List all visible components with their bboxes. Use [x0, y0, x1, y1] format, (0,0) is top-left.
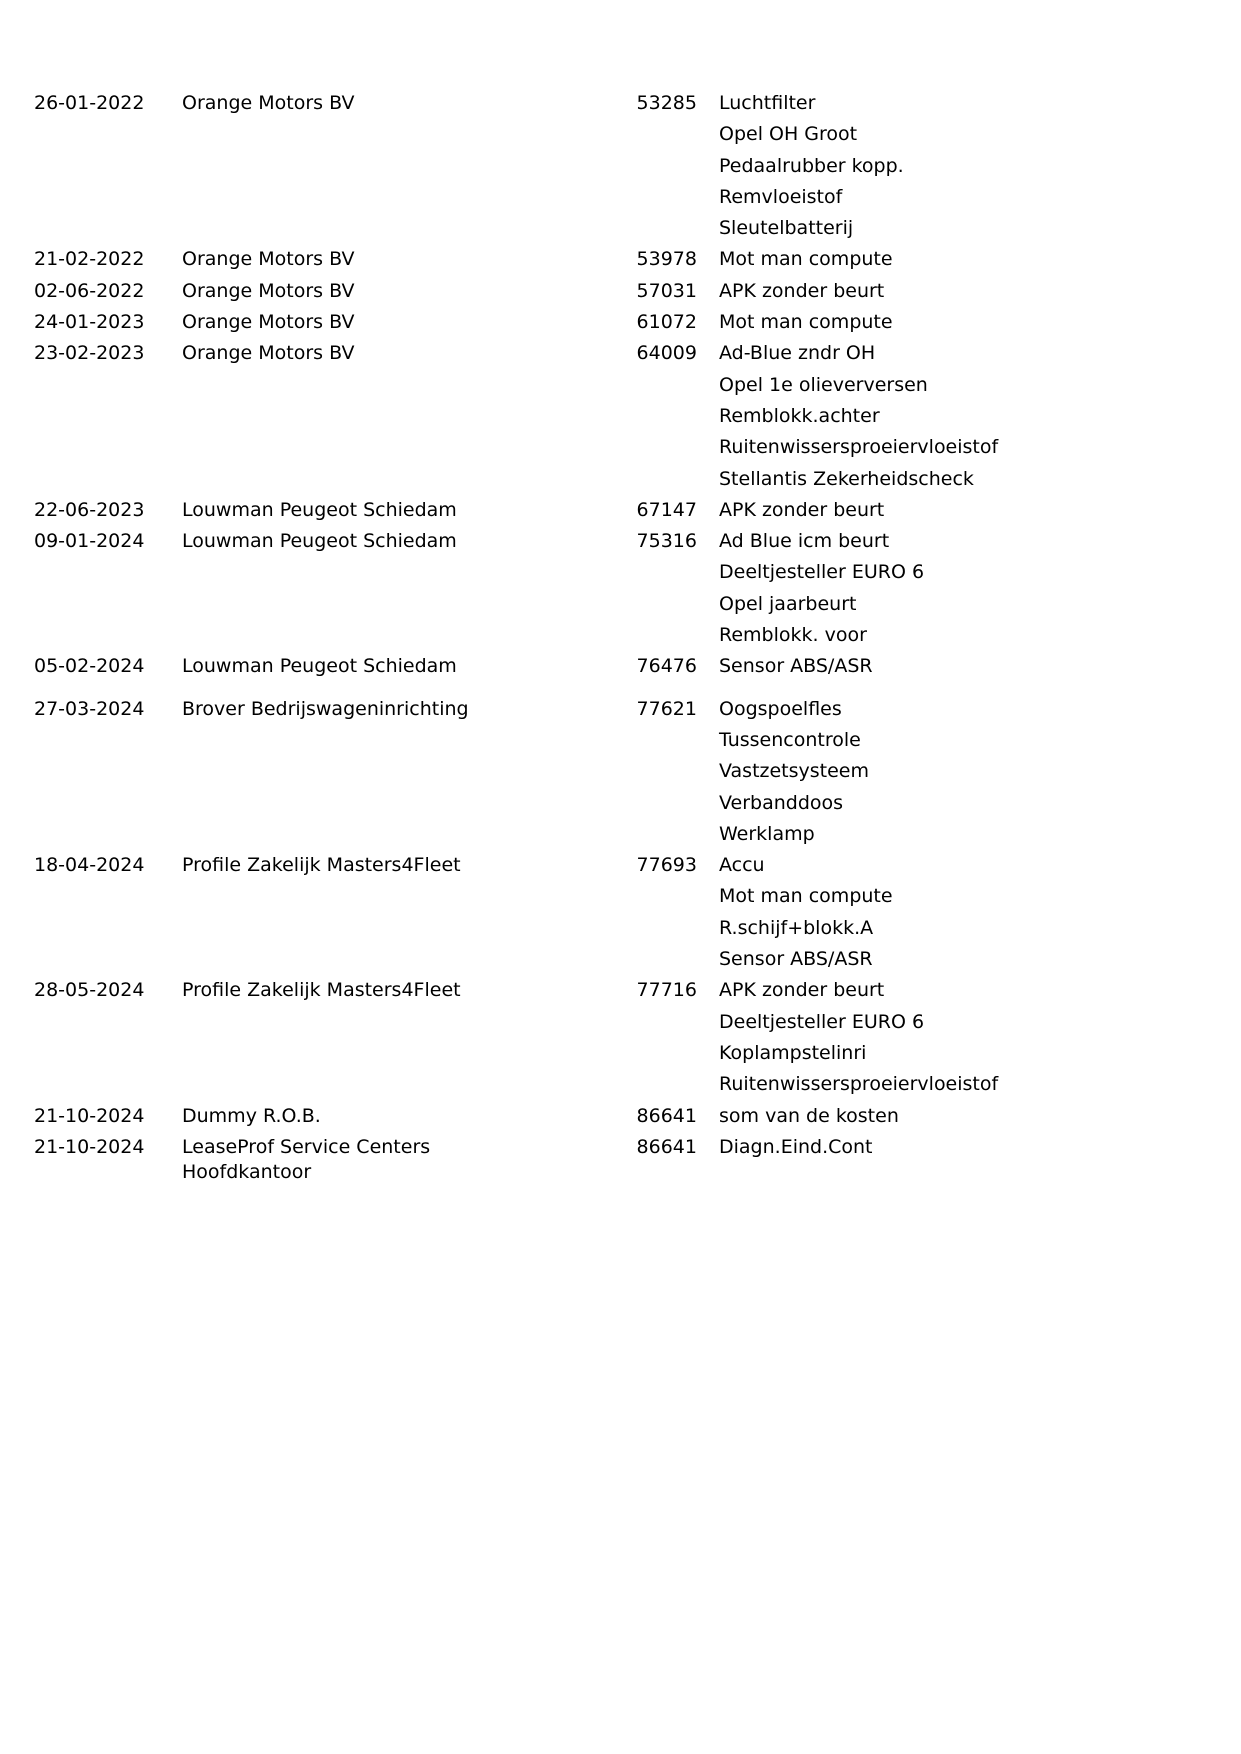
record-odometer: 76476: [636, 655, 697, 678]
record-description-line: Sensor ABS/ASR: [719, 655, 873, 678]
record-odometer: 64009: [636, 342, 697, 365]
record-odometer: 67147: [636, 498, 697, 521]
service-record-row: [34, 495, 1231, 526]
record-description-line: Remvloeistof: [719, 185, 843, 208]
record-date: 22-06-2023: [34, 498, 145, 521]
record-company: Orange Motors BV: [182, 92, 355, 114]
record-description-line: Sleutelbatterij: [719, 217, 854, 240]
record-company: Orange Motors BV: [182, 248, 355, 271]
record-descriptions: [697, 88, 1231, 244]
record-description-line: Ad Blue icm beurt: [719, 530, 890, 553]
record-date: 05-02-2024: [34, 655, 145, 678]
record-description-line: Verbanddoos: [719, 791, 844, 814]
service-record-row: [34, 276, 1231, 307]
record-description-line: R.schijf+blokk.A: [719, 916, 874, 939]
record-descriptions: [697, 307, 1231, 338]
record-company: Brover Bedrijswageninrichting: [182, 697, 469, 720]
record-description-line: Vastzetsysteem: [719, 760, 870, 783]
record-descriptions: [697, 651, 1231, 682]
record-odometer: 61072: [636, 311, 697, 334]
record-odometer: 57031: [636, 279, 697, 302]
record-description-line: APK zonder beurt: [719, 498, 885, 521]
service-record-row: [34, 850, 1231, 975]
record-descriptions: [697, 1101, 1231, 1132]
record-description-line: som van de kosten: [719, 1104, 899, 1127]
record-date: 24-01-2023: [34, 311, 145, 334]
record-odometer: 53285: [636, 92, 697, 114]
record-company: Orange Motors BV: [182, 279, 355, 302]
record-date: 23-02-2023: [34, 342, 145, 365]
record-description-line: Sensor ABS/ASR: [719, 948, 873, 971]
record-description-line: Diagn.Eind.Cont: [719, 1135, 873, 1158]
record-odometer: 75316: [636, 530, 697, 553]
service-record-row: [34, 338, 1231, 494]
record-description-line: Deeltjesteller EURO 6: [719, 561, 925, 584]
record-description-line: Koplampstelinri: [719, 1041, 867, 1064]
record-description-line: Oogspoelfles: [719, 697, 842, 720]
service-record-row: [34, 526, 1231, 651]
record-company: Louwman Peugeot Schiedam: [182, 498, 457, 521]
service-record-row: [34, 88, 1231, 244]
service-record-row: [34, 975, 1231, 1100]
service-record-row: [34, 1101, 1231, 1132]
record-company: Orange Motors BV: [182, 342, 355, 365]
record-description-line: APK zonder beurt: [719, 979, 885, 1002]
service-record-row: [34, 694, 1231, 850]
record-date: 21-10-2024: [34, 1135, 145, 1158]
record-odometer: 77621: [636, 697, 697, 720]
record-descriptions: [697, 526, 1231, 651]
service-record-row: [34, 1132, 1231, 1185]
record-description-line: Ad-Blue zndr OH: [719, 342, 876, 365]
record-description-line: Pedaalrubber kopp.: [719, 154, 904, 177]
record-company: Louwman Peugeot Schiedam: [182, 655, 457, 678]
record-company: LeaseProf Service Centers Hoofdkantoor: [182, 1135, 437, 1183]
record-odometer: 77716: [636, 979, 697, 1002]
record-date: 21-02-2022: [34, 248, 145, 271]
record-description-line: Mot man compute: [719, 311, 893, 334]
record-descriptions: [697, 850, 1231, 975]
record-odometer: 86641: [636, 1135, 697, 1158]
record-date: 21-10-2024: [34, 1104, 145, 1127]
record-description-line: Accu: [719, 854, 765, 877]
record-company: Profile Zakelijk Masters4Fleet: [182, 854, 461, 877]
record-description-line: Opel OH Groot: [719, 123, 858, 146]
record-date: 09-01-2024: [34, 530, 145, 553]
record-company: Orange Motors BV: [182, 311, 355, 334]
record-company: Dummy R.O.B.: [182, 1104, 321, 1127]
record-odometer: 53978: [636, 248, 697, 271]
record-description-line: Opel 1e olieverversen: [719, 373, 928, 396]
record-description-line: Ruitenwissersproeiervloeistof: [719, 1073, 999, 1096]
record-descriptions: [697, 975, 1231, 1100]
record-description-line: Werklamp: [719, 822, 815, 845]
record-description-line: Stellantis Zekerheidscheck: [719, 467, 974, 490]
record-description-line: Ruitenwissersproeiervloeistof: [719, 436, 999, 459]
service-record-row: [34, 651, 1231, 682]
record-descriptions: [697, 694, 1231, 850]
record-description-line: Remblokk.achter: [719, 404, 880, 427]
record-date: 26-01-2022: [34, 92, 145, 114]
record-date: 02-06-2022: [34, 279, 145, 302]
record-description-line: APK zonder beurt: [719, 279, 885, 302]
record-description-line: Remblokk. voor: [719, 624, 867, 647]
record-description-line: Opel jaarbeurt: [719, 592, 857, 615]
service-record-row: [34, 307, 1231, 338]
record-company: Louwman Peugeot Schiedam: [182, 530, 457, 553]
record-date: 28-05-2024: [34, 979, 145, 1002]
record-description-line: Deeltjesteller EURO 6: [719, 1010, 925, 1033]
record-descriptions: [697, 1132, 1231, 1163]
service-record-row: [34, 244, 1231, 275]
record-descriptions: [697, 338, 1231, 494]
record-date: 27-03-2024: [34, 697, 145, 720]
record-odometer: 86641: [636, 1104, 697, 1127]
record-descriptions: [697, 244, 1231, 275]
record-description-line: Mot man compute: [719, 248, 893, 271]
record-date: 18-04-2024: [34, 854, 145, 877]
service-records-table: [34, 88, 1231, 1185]
record-description-line: Mot man compute: [719, 885, 893, 908]
record-description-line: Luchtfilter: [719, 92, 816, 114]
record-company: Profile Zakelijk Masters4Fleet: [182, 979, 461, 1002]
record-odometer: 77693: [636, 854, 697, 877]
record-description-line: Tussencontrole: [719, 728, 861, 751]
record-descriptions: [697, 495, 1231, 526]
record-descriptions: [697, 276, 1231, 307]
